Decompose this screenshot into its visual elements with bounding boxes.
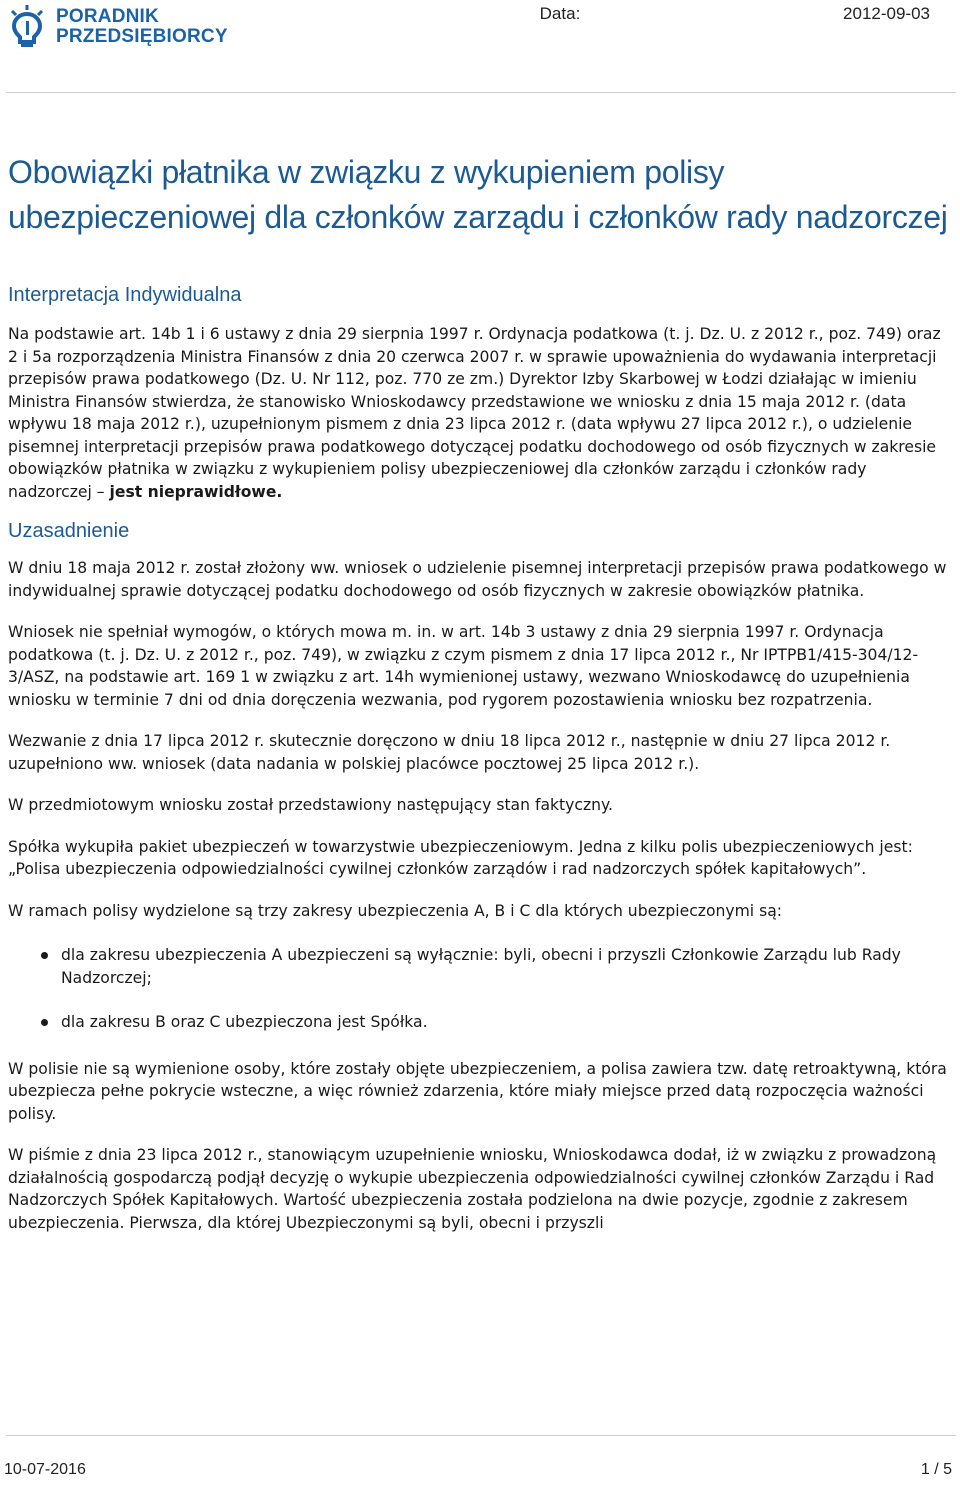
paragraph: W dniu 18 maja 2012 r. został złożony ww. wniosek o udzielenie pisemnej interpretacji przepisów prawa podatkowego w indywidualnej sprawie dotyczącej podatku dochodowego od osób fizycznych w zakresie obowiązków płatnika. <box>8 559 947 600</box>
paragraph: Wniosek nie spełniał wymogów, o których mowa m. in. w art. 14b 3 ustawy z dnia 29 sierpnia 1997 r. Ordynacja podatkowa (t. j. Dz. U. z 2012 r., poz. 749), w związku z czym pismem z dnia 17 lipca 2012 r., Nr IPTPB1/415-304/12-3/ASZ, na podstawie art. 169 1 w związku z art. 14h wymienionej ustawy, wezwano Wnioskodawcę do uzupełnienia wniosku w terminie 7 dni od dnia doręczenia wezwania, pod rygorem pozostawienia wniosku bez rozpatrzenia. <box>8 623 919 709</box>
logo[interactable] <box>8 4 228 52</box>
logo-text <box>56 7 228 47</box>
paragraph: W polisie nie są wymienione osoby, które zostały objęte ubezpieczeniem, a polisa zawiera tzw. datę retroaktywną, która ubezpiecza pełne pokrycie wsteczne, a więc również zdarzenia, które miały miejsce przed datą rozpoczęcia ważności polisy. <box>8 1059 947 1123</box>
paragraph: W ramach polisy wydzielone są trzy zakresy ubezpieczenia A, B i C dla których ubezpieczonymi są: <box>8 901 783 920</box>
page-number: 1 / 5 <box>920 1461 952 1478</box>
section-heading: Uzasadnienie <box>8 520 130 542</box>
intro-text: Na podstawie art. 14b 1 i 6 ustawy z dnia 29 sierpnia 1997 r. Ordynacja podatkowa (t. j. Dz. U. z 2012 r., poz. 749) oraz 2 i 5a rozporządzenia Ministra Finansów z dnia 20 czerwca 2007 r. w sprawie upoważnienia do wydawania interpretacji przepisów prawa podatkowego (Dz. U. Nr 112, poz. 770 ze zm.) Dyrektor Izby Skarbowej w Łodzi działając w imieniu Ministra Finansów stwierdza, że stanowisko Wnioskodawcy przedstawione we wniosku z dnia 15 maja 2012 r. (data wpływu 18 maja 2012 r.), uzupełnionym pismem z dnia 23 lipca 2012 r. (data wpływu 27 lipca 2012 r.), o udzielenie pisemnej interpretacji przepisów prawa podatkowego dotyczącej podatku dochodowego od osób fizycznych w zakresie obowiązków płatnika w związku z wykupieniem polisy ubezpieczeniowej dla członków zarządu i członków rady nadzorczej – <box>8 325 941 501</box>
document-date <box>540 4 930 24</box>
header-divider <box>6 92 956 93</box>
bullet-icon <box>41 952 48 959</box>
paragraph: Wezwanie z dnia 17 lipca 2012 r. skutecznie doręczono w dniu 18 lipca 2012 r., następnie w dniu 27 lipca 2012 r. uzupełniono ww. wniosek (data nadania w polskiej placówce pocztowej 25 lipca 2012 r.). <box>8 732 891 773</box>
intro-conclusion: jest nieprawidłowe. <box>109 482 283 501</box>
paragraph: W przedmiotowym wniosku został przedstawiony następujący stan faktyczny. <box>8 796 613 814</box>
lightbulb-logo-icon <box>8 4 46 52</box>
date-label: Data: <box>539 4 581 23</box>
logo-line-1: PORADNIK <box>56 6 159 27</box>
paragraph: W piśmie z dnia 23 lipca 2012 r., stanowiącym uzupełnienie wniosku, Wnioskodawca dodał, iż w związku z prowadzoną działalnością gospodarczą podjął decyzję o wykupie ubezpieczenia odpowiedzialności cywilnej członków Zarządu i Rad Nadzorczych Spółek Kapitałowych. Wartość ubezpieczenia została podzielona na dwie pozycje, zgodnie z zakresem ubezpieczenia. Pierwsza, dla której Ubezpieczonymi są byli, obecni i przyszli <box>8 1146 937 1232</box>
date-value: 2012-09-03 <box>843 4 930 23</box>
document-type: Interpretacja Indywidualna <box>8 284 242 306</box>
page-header <box>0 0 960 92</box>
page-title: Obowiązki płatnika w związku z wykupieniem polisy ubezpieczeniowej dla członków zarządu i członków rady nadzorczej <box>8 154 948 235</box>
article-body <box>8 150 954 1234</box>
footer-divider <box>6 1435 956 1436</box>
bullet-list <box>8 944 954 1034</box>
page-footer <box>0 1435 960 1487</box>
logo-line-2: PRZEDSIĘBIORCY <box>56 26 228 47</box>
footer-date: 10-07-2016 <box>4 1461 86 1478</box>
list-item-text: dla zakresu ubezpieczenia A ubezpieczeni są wyłącznie: byli, obecni i przyszli Członkowie Zarządu lub Rady Nadzorczej; <box>61 946 901 987</box>
list-item <box>8 1011 954 1034</box>
list-item-text: dla zakresu B oraz C ubezpieczona jest Spółka. <box>61 1013 428 1031</box>
bullet-icon <box>41 1019 48 1026</box>
intro-paragraph <box>8 323 954 503</box>
paragraph: Spółka wykupiła pakiet ubezpieczeń w towarzystwie ubezpieczeniowym. Jedna z kilku polis ubezpieczeniowych jest: „Polisa ubezpieczenia odpowiedzialności cywilnej członków zarządów i rad nadzorczych spółek kapitałowych”. <box>8 837 913 878</box>
list-item <box>8 944 954 989</box>
